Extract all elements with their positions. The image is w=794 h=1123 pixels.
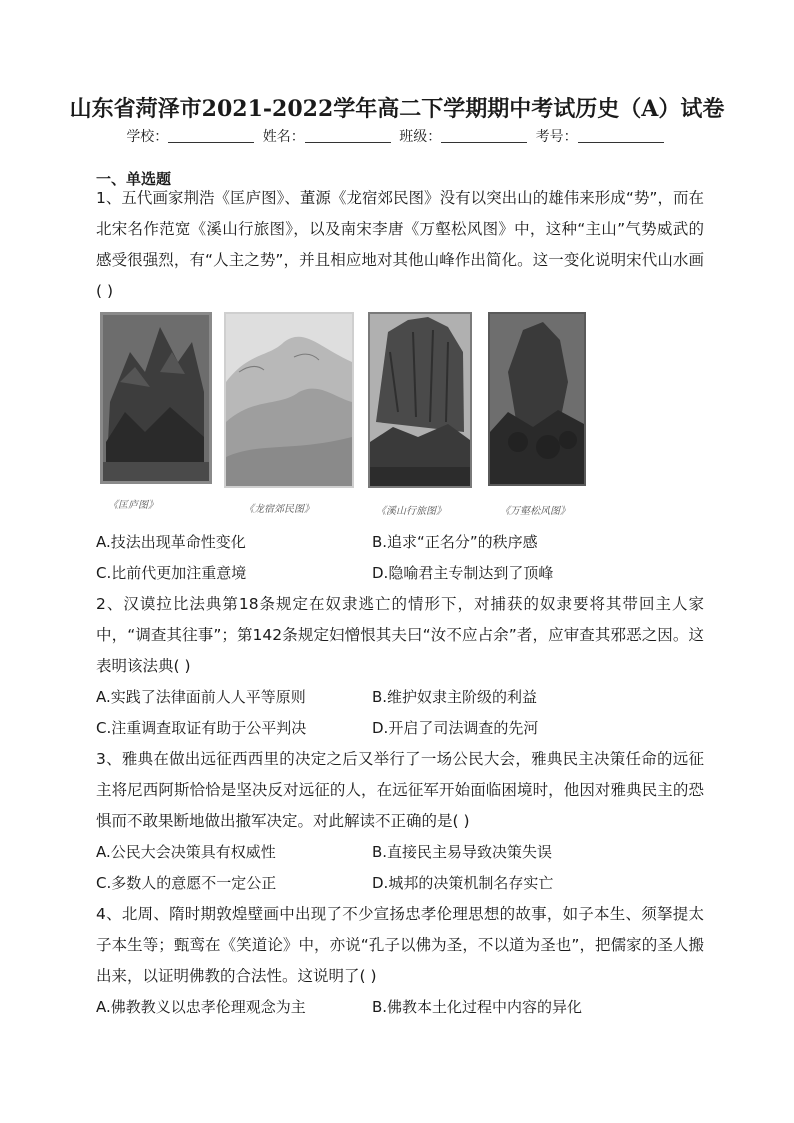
painting-figures xyxy=(96,312,596,522)
school-label: 学校： xyxy=(126,129,169,145)
q3-option-d[interactable]: D.城邦的决策机制名存实亡 xyxy=(372,874,554,892)
question-2-stem: 2、汉谟拉比法典第18条规定在奴隶逃亡的情形下，对捕获的奴隶要将其带回主人家中，“调查其往事”；第142条规定妇憎恨其夫曰“汝不应占余”者，应审查其邪恶之因。这表明该法典( ) xyxy=(96,595,704,675)
q2-option-d[interactable]: D.开启了司法调查的先河 xyxy=(372,719,539,737)
painting-xishan xyxy=(368,312,472,517)
q2-option-a[interactable]: A.实践了法律面前人人平等原则 xyxy=(96,688,306,706)
q1-option-b[interactable]: B.追求“正名分”的秩序感 xyxy=(372,533,538,551)
number-blank xyxy=(578,128,664,143)
question-4-stem: 4、北周、隋时期敦煌壁画中出现了不少宣扬忠孝伦理思想的故事，如子本生、须拏提太子本生等；甄鸾在《笑道论》中，亦说“孔子以佛为圣，不以道为圣也”，把儒家的圣人搬出来，以证明佛教的合法性。这说明了( ) xyxy=(96,905,704,985)
name-label: 姓名： xyxy=(262,129,305,145)
q2-option-b[interactable]: B.维护奴隶主阶级的利益 xyxy=(372,688,538,706)
painting-kuanglu xyxy=(100,312,212,511)
q4-option-b[interactable]: B.佛教本土化过程中内容的异化 xyxy=(372,998,583,1016)
caption-longsu: 《龙宿郊民图》 xyxy=(244,504,314,515)
question-3-stem: 3、雅典在做出远征西西里的决定之后又举行了一场公民大会，雅典民主决策任命的远征主将尼西阿斯恰恰是坚决反对远征的人，在远征军开始面临困境时，他因对雅典民主的恐惧而不敢果断地做出撤军决定。对此解读不正确的是( ) xyxy=(96,750,704,830)
class-label: 班级： xyxy=(399,129,442,145)
class-blank xyxy=(441,128,527,143)
caption-wanhe: 《万壑松风图》 xyxy=(500,506,570,517)
painting-longsu xyxy=(224,312,354,515)
name-blank xyxy=(305,128,391,143)
q4-option-a[interactable]: A.佛教教义以忠孝伦理观念为主 xyxy=(96,998,306,1016)
school-blank xyxy=(168,128,254,143)
question-1-stem: 1、五代画家荆浩《匡庐图》、董源《龙宿郊民图》没有以突出山的雄伟来形成“势”，而在北宋名作范宽《溪山行旅图》，以及南宋李唐《万壑松风图》中，这种“主山”气势威武的感受很强烈，有“人主之势”，并且相应地对其他山峰作出简化。这一变化说明宋代山水画( ) xyxy=(96,189,704,300)
caption-kuanglu: 《匡庐图》 xyxy=(108,500,158,511)
section-heading: 一、单选题 xyxy=(96,170,172,188)
painting-wanhe xyxy=(488,312,586,517)
q2-option-c[interactable]: C.注重调查取证有助于公平判决 xyxy=(96,719,307,737)
q1-option-c[interactable]: C.比前代更加注重意境 xyxy=(96,564,247,582)
q1-option-d[interactable]: D.隐喻君主专制达到了顶峰 xyxy=(372,564,554,582)
q3-option-a[interactable]: A.公民大会决策具有权威性 xyxy=(96,843,276,861)
q1-option-a[interactable]: A.技法出现革命性变化 xyxy=(96,533,246,551)
q3-option-c[interactable]: C.多数人的意愿不一定公正 xyxy=(96,874,277,892)
caption-xishan: 《溪山行旅图》 xyxy=(376,506,446,517)
number-label: 考号： xyxy=(535,129,578,145)
student-info-row xyxy=(0,126,794,146)
exam-title: 山东省菏泽市2021-2022学年高二下学期期中考试历史（A）试卷 xyxy=(69,96,725,122)
q3-option-b[interactable]: B.直接民主易导致决策失误 xyxy=(372,843,553,861)
